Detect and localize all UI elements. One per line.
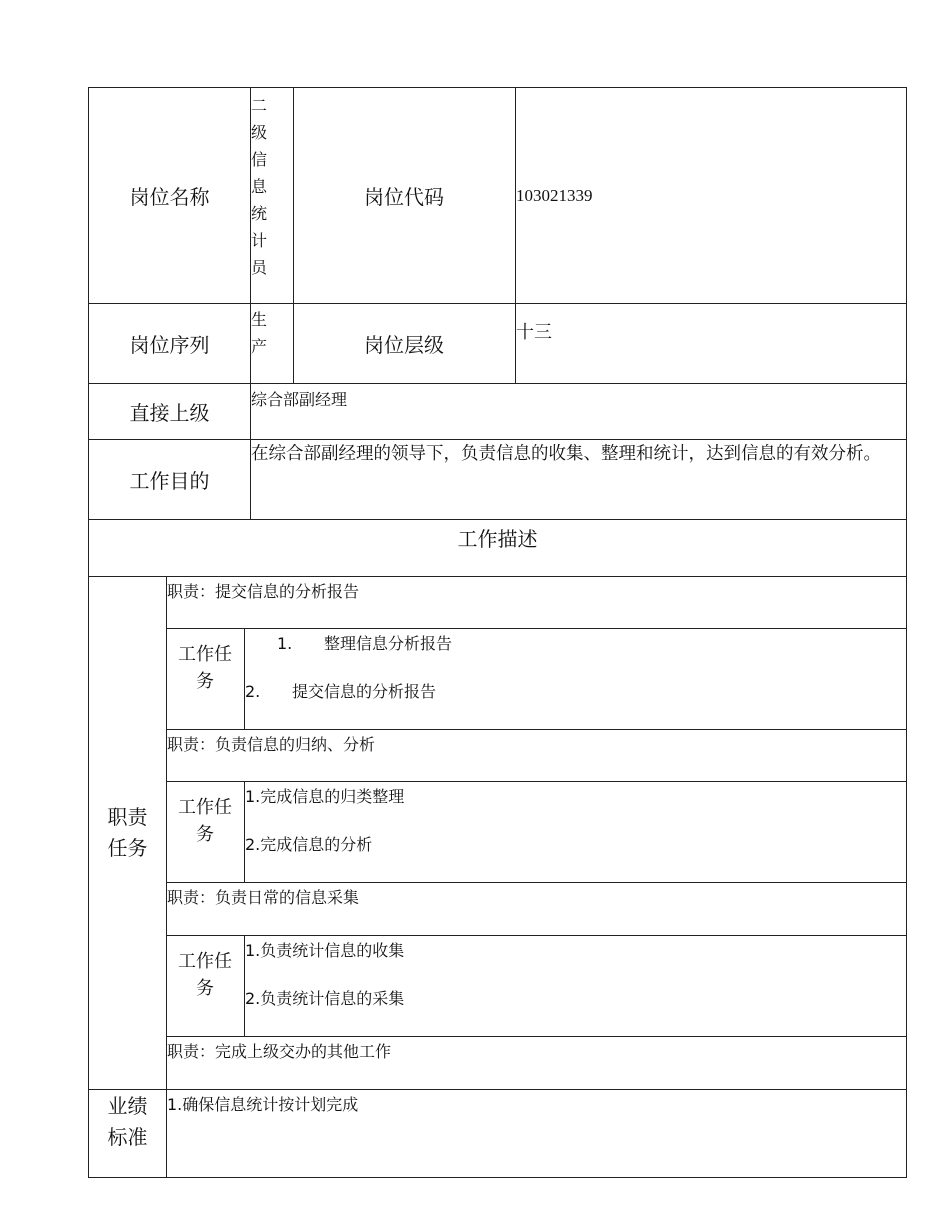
- task-list-cell: [244, 935, 907, 1037]
- performance-label: 业绩标准: [107, 1094, 148, 1149]
- task-number: 2.: [245, 682, 261, 701]
- description-title: 工作描述: [457, 527, 538, 551]
- purpose-value: 在综合部副经理的领导下，负责信息的收集、整理和统计，达到信息的有效分析。: [251, 444, 881, 464]
- task-label: 工作任务: [178, 644, 232, 692]
- task-number: 1.: [277, 634, 293, 653]
- task-item: [245, 680, 436, 704]
- task-number: 2.: [245, 989, 261, 1008]
- duty-title-cell: [166, 1036, 907, 1090]
- superior-label-cell: [88, 383, 251, 440]
- task-list-cell: [244, 628, 907, 730]
- duty-title: 职责：负责信息的归纳、分析: [167, 735, 376, 754]
- duty-title-cell: [166, 729, 907, 782]
- post-name-value: 二级信息统计员: [251, 96, 268, 277]
- post-code-value: 103021339: [516, 186, 593, 205]
- post-series-label: 岗位序列: [129, 332, 210, 357]
- task-item: [277, 632, 452, 656]
- purpose-label: 工作目的: [129, 468, 210, 493]
- task-number: 1.: [245, 941, 261, 960]
- post-name-label: 岗位名称: [129, 185, 210, 209]
- task-label-cell: [166, 781, 245, 883]
- post-level-label-cell: [293, 303, 516, 384]
- duty-title-cell: [166, 882, 907, 936]
- task-label-cell: [166, 935, 245, 1037]
- task-text: 完成信息的归类整理: [260, 787, 405, 806]
- performance-label-cell: [88, 1089, 167, 1178]
- post-series-value-cell: [250, 303, 294, 384]
- superior-label: 直接上级: [129, 400, 210, 425]
- duties-label: 职责任务: [107, 804, 148, 860]
- post-level-value-cell: [515, 303, 907, 384]
- description-title-cell: [88, 519, 907, 577]
- performance-value: 1.确保信息统计按计划完成: [167, 1095, 359, 1114]
- duty-title: 职责：完成上级交办的其他工作: [167, 1042, 392, 1061]
- task-list-cell: [244, 781, 907, 883]
- task-label: 工作任务: [178, 797, 232, 845]
- task-item: [245, 785, 404, 809]
- purpose-label-cell: [88, 439, 251, 520]
- duty-title: 职责：负责日常的信息采集: [167, 888, 360, 907]
- task-item: [245, 833, 372, 857]
- duties-label-cell: [88, 576, 167, 1090]
- post-code-label-cell: [293, 87, 516, 304]
- task-text: 提交信息的分析报告: [292, 682, 437, 701]
- superior-value: 综合部副经理: [251, 390, 348, 409]
- post-series-value: 生产: [251, 310, 268, 356]
- task-number: 1.: [245, 787, 261, 806]
- post-code-label: 岗位代码: [364, 185, 444, 209]
- post-level-label: 岗位层级: [364, 332, 444, 357]
- task-text: 整理信息分析报告: [324, 634, 453, 653]
- post-series-label-cell: [88, 303, 251, 384]
- task-text: 负责统计信息的收集: [260, 941, 405, 960]
- task-item: [245, 987, 404, 1011]
- post-name-value-cell: [250, 87, 294, 304]
- duty-title: 职责：提交信息的分析报告: [167, 582, 360, 601]
- post-name-label-cell: [88, 87, 251, 304]
- post-code-value-cell: [515, 87, 907, 304]
- task-text: 负责统计信息的采集: [260, 989, 405, 1008]
- task-label: 工作任务: [178, 951, 232, 999]
- post-level-value: 十三: [516, 322, 552, 343]
- purpose-value-cell: [250, 439, 907, 520]
- task-label-cell: [166, 628, 245, 730]
- task-number: 2.: [245, 835, 261, 854]
- task-item: [245, 939, 404, 963]
- duty-title-cell: [166, 576, 907, 629]
- performance-value-cell: [166, 1089, 907, 1178]
- superior-value-cell: [250, 383, 907, 440]
- task-text: 完成信息的分析: [260, 835, 373, 854]
